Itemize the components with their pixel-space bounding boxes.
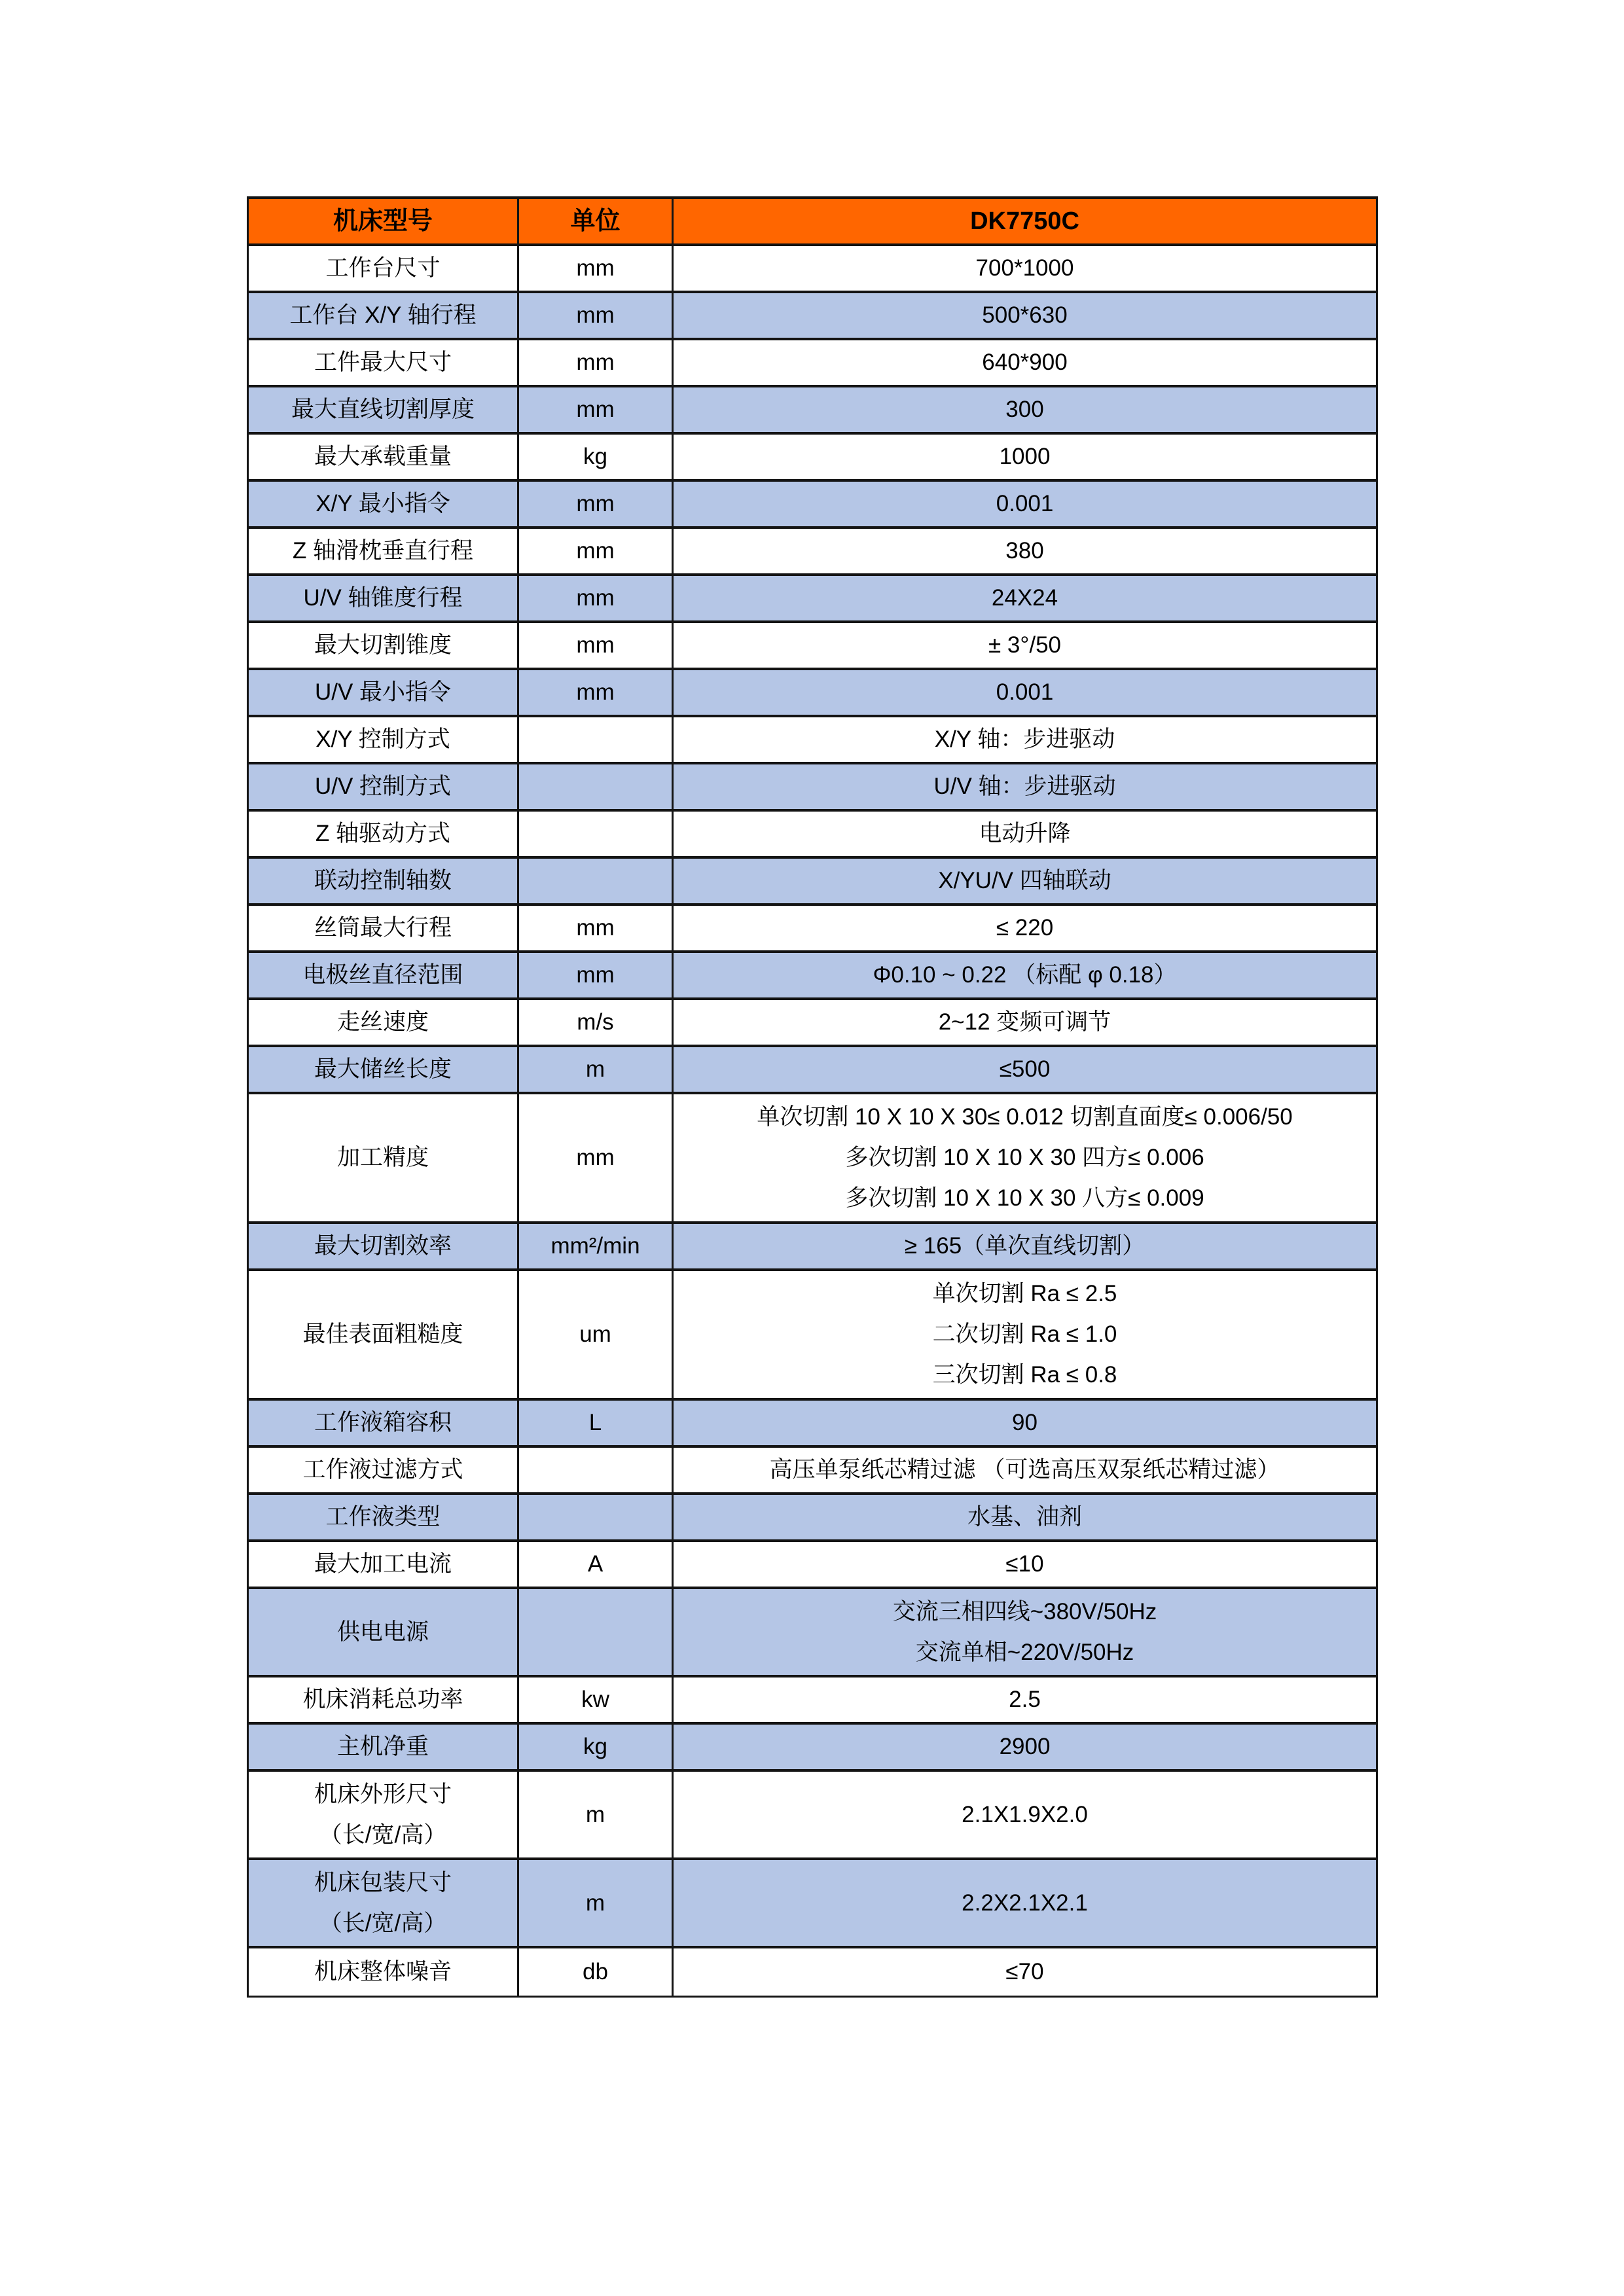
table-row (249, 576, 1376, 623)
spec-label: 工作液箱容积 (314, 1410, 452, 1435)
spec-value: 电动升降 (979, 821, 1071, 846)
unit-cell (519, 529, 674, 573)
unit-cell (519, 1401, 674, 1445)
value-cell (674, 1948, 1376, 1996)
value-cell (674, 1094, 1376, 1221)
spec-label-cell (249, 1401, 519, 1445)
spec-table (247, 196, 1378, 1998)
spec-label-cell (249, 1000, 519, 1045)
value-cell (674, 1542, 1376, 1587)
spec-label-cell (249, 670, 519, 715)
spec-value: 0.001 (996, 679, 1054, 705)
spec-value-line2: 多次切割 10 X 10 X 30 四方≤ 0.006 (845, 1145, 1204, 1170)
unit-cell (519, 1677, 674, 1722)
spec-value-line2: 交流单相~220V/50Hz (915, 1639, 1134, 1665)
spec-value-line3: 三次切割 Ra ≤ 0.8 (932, 1362, 1117, 1388)
unit-cell (519, 387, 674, 432)
spec-value-line2: 二次切割 Ra ≤ 1.0 (932, 1321, 1117, 1347)
unit-cell (519, 1772, 674, 1857)
spec-label-cell (249, 1224, 519, 1268)
unit-cell (519, 906, 674, 950)
spec-label-line2: （长/宽/高） (319, 1910, 447, 1936)
unit-cell (519, 670, 674, 715)
unit-cell (519, 435, 674, 479)
value-cell (674, 1860, 1376, 1946)
spec-label-cell (249, 1589, 519, 1675)
table-row (249, 1772, 1376, 1860)
spec-label: 机床整体噪音 (314, 1959, 452, 1984)
table-row (249, 1495, 1376, 1542)
spec-value: 500*630 (982, 302, 1068, 328)
table-row (249, 1224, 1376, 1271)
spec-label: 最大直线切割厚度 (291, 397, 475, 422)
spec-value: 380 (1005, 538, 1044, 564)
value-cell (674, 435, 1376, 479)
unit-value: mm (576, 350, 615, 375)
table-row (249, 246, 1376, 293)
header-model-value: DK7750C (970, 207, 1079, 235)
spec-label: U/V 控制方式 (314, 774, 452, 799)
unit-value: mm (576, 255, 615, 281)
unit-value: m (585, 1890, 605, 1916)
table-row (249, 953, 1376, 1000)
spec-label-cell (249, 812, 519, 856)
unit-cell (519, 859, 674, 903)
unit-cell (519, 953, 674, 997)
unit-cell (519, 246, 674, 291)
spec-label: 工作台尺寸 (325, 255, 441, 281)
spec-value-line1: 单次切割 10 X 10 X 30≤ 0.012 切割直面度≤ 0.006/50 (757, 1104, 1293, 1130)
unit-cell (519, 1448, 674, 1492)
spec-label-cell (249, 764, 519, 809)
spec-label-cell (249, 246, 519, 291)
spec-label-cell (249, 717, 519, 762)
unit-value: m (585, 1056, 605, 1082)
spec-label-cell (249, 1047, 519, 1092)
unit-value: db (583, 1959, 608, 1984)
value-cell (674, 1047, 1376, 1092)
table-row (249, 340, 1376, 387)
unit-cell (519, 293, 674, 338)
spec-label-cell (249, 576, 519, 620)
spec-label-cell (249, 340, 519, 385)
spec-label: 主机净重 (336, 1734, 429, 1759)
unit-value: mm (576, 302, 615, 328)
spec-value: ≤ 220 (996, 915, 1054, 941)
spec-label: Z 轴驱动方式 (315, 821, 451, 846)
spec-label-cell (249, 1677, 519, 1722)
spec-value: 2.1X1.9X2.0 (962, 1801, 1088, 1827)
spec-value: ≥ 165（单次直线切割） (904, 1233, 1146, 1259)
table-row (249, 1401, 1376, 1448)
table-row (249, 1094, 1376, 1224)
value-cell (674, 529, 1376, 573)
value-cell (674, 1000, 1376, 1045)
value-cell (674, 1677, 1376, 1722)
spec-value: 90 (1012, 1410, 1038, 1435)
table-row (249, 293, 1376, 340)
value-cell (674, 1772, 1376, 1857)
unit-cell (519, 1589, 674, 1675)
spec-value: X/YU/V 四轴联动 (938, 868, 1111, 893)
spec-label: X/Y 最小指令 (316, 491, 450, 516)
spec-label-cell (249, 623, 519, 668)
table-row (249, 482, 1376, 529)
unit-value: mm²/min (550, 1233, 640, 1259)
header-model-value-cell (674, 199, 1376, 243)
spec-label: Z 轴滑枕垂直行程 (292, 538, 474, 564)
spec-label-cell (249, 1542, 519, 1587)
spec-value: 24X24 (991, 585, 1058, 611)
spec-label-line1: 机床外形尺寸 (314, 1781, 452, 1807)
spec-label: 联动控制轴数 (314, 868, 452, 893)
value-cell (674, 246, 1376, 291)
spec-value: X/Y 轴：步进驱动 (934, 726, 1115, 752)
spec-label-cell (249, 435, 519, 479)
unit-value: mm (576, 538, 615, 564)
spec-label: 机床消耗总功率 (302, 1687, 463, 1712)
unit-value: mm (576, 632, 615, 658)
value-cell (674, 1401, 1376, 1445)
unit-cell (519, 1224, 674, 1268)
unit-value: mm (576, 915, 615, 941)
header-model-label-cell (249, 199, 519, 243)
unit-cell (519, 1047, 674, 1092)
spec-label-cell (249, 1271, 519, 1398)
table-row (249, 1000, 1376, 1047)
spec-value: 2.5 (1009, 1687, 1041, 1712)
spec-label: X/Y 控制方式 (316, 726, 450, 752)
spec-label-cell (249, 1448, 519, 1492)
spec-value: 300 (1005, 397, 1044, 422)
value-cell (674, 906, 1376, 950)
table-body (249, 246, 1376, 1996)
spec-label-cell (249, 1948, 519, 1996)
unit-cell (519, 1000, 674, 1045)
spec-label-cell (249, 859, 519, 903)
spec-label: 最大切割锥度 (314, 632, 452, 658)
unit-value: m/s (577, 1009, 614, 1035)
value-cell (674, 340, 1376, 385)
unit-value: mm (576, 1145, 615, 1170)
value-cell (674, 859, 1376, 903)
unit-value: kw (581, 1687, 609, 1712)
spec-value: ≤70 (1005, 1959, 1044, 1984)
value-cell (674, 812, 1376, 856)
unit-cell (519, 1860, 674, 1946)
spec-label-cell (249, 906, 519, 950)
header-row (249, 199, 1376, 246)
spec-label: 最大加工电流 (314, 1551, 452, 1577)
spec-label: 走丝速度 (336, 1009, 429, 1035)
spec-label: 丝筒最大行程 (314, 915, 452, 941)
spec-value: 2900 (999, 1734, 1051, 1759)
header-unit-label: 单位 (570, 207, 621, 235)
unit-value: mm (576, 585, 615, 611)
value-cell (674, 387, 1376, 432)
table-row (249, 387, 1376, 435)
spec-label: 最大承载重量 (314, 444, 452, 469)
spec-value-line1: 单次切割 Ra ≤ 2.5 (932, 1281, 1117, 1306)
spec-value: Φ0.10 ~ 0.22 （标配 φ 0.18） (873, 962, 1177, 988)
table-row (249, 906, 1376, 953)
unit-cell (519, 623, 674, 668)
table-row (249, 1047, 1376, 1094)
unit-cell (519, 1948, 674, 1996)
spec-value: 2.2X2.1X2.1 (962, 1890, 1088, 1916)
unit-value: L (588, 1410, 602, 1435)
unit-value: A (587, 1551, 604, 1577)
spec-label: 工作台 X/Y 轴行程 (289, 302, 477, 328)
value-cell (674, 1271, 1376, 1398)
spec-label: 最佳表面粗糙度 (302, 1321, 463, 1347)
table-row (249, 1271, 1376, 1401)
table-row (249, 435, 1376, 482)
table-row (249, 670, 1376, 717)
unit-cell (519, 1495, 674, 1539)
table-row (249, 1948, 1376, 1996)
value-cell (674, 953, 1376, 997)
spec-label-cell (249, 293, 519, 338)
spec-value: ± 3°/50 (988, 632, 1062, 658)
spec-label: 工作液过滤方式 (302, 1457, 463, 1482)
spec-value: 1000 (999, 444, 1051, 469)
spec-value: 0.001 (996, 491, 1054, 516)
spec-value: 640*900 (982, 350, 1068, 375)
table-row (249, 717, 1376, 764)
spec-value: U/V 轴：步进驱动 (933, 774, 1116, 799)
table-row (249, 812, 1376, 859)
unit-value: mm (576, 491, 615, 516)
spec-value-line3: 多次切割 10 X 10 X 30 八方≤ 0.009 (845, 1185, 1204, 1211)
unit-cell (519, 340, 674, 385)
spec-value: 高压单泵纸芯精过滤 （可选高压双泵纸芯精过滤） (769, 1457, 1280, 1482)
spec-label-line1: 机床包装尺寸 (314, 1869, 452, 1895)
spec-label: U/V 最小指令 (314, 679, 452, 705)
unit-value: kg (583, 444, 607, 469)
value-cell (674, 576, 1376, 620)
spec-label-cell (249, 1860, 519, 1946)
spec-label: 最大储丝长度 (314, 1056, 452, 1082)
unit-value: kg (583, 1734, 607, 1759)
spec-label: 供电电源 (336, 1619, 429, 1645)
unit-value: um (579, 1321, 611, 1347)
spec-label-cell (249, 1094, 519, 1221)
spec-value: 2~12 变频可调节 (938, 1009, 1111, 1035)
spec-label-cell (249, 1772, 519, 1857)
table-row (249, 1542, 1376, 1589)
table-row (249, 1860, 1376, 1948)
spec-value-line1: 交流三相四线~380V/50Hz (892, 1598, 1157, 1624)
unit-cell (519, 1542, 674, 1587)
spec-label-line2: （长/宽/高） (319, 1821, 447, 1848)
spec-label: U/V 轴锥度行程 (303, 585, 463, 611)
unit-value: m (585, 1801, 605, 1827)
unit-cell (519, 764, 674, 809)
unit-value: mm (576, 397, 615, 422)
unit-value: mm (576, 962, 615, 988)
unit-cell (519, 1271, 674, 1398)
value-cell (674, 1725, 1376, 1769)
unit-cell (519, 1725, 674, 1769)
table-header (249, 199, 1376, 246)
spec-label: 电极丝直径范围 (302, 962, 463, 988)
header-unit-label-cell (519, 199, 674, 243)
value-cell (674, 717, 1376, 762)
spec-label: 加工精度 (336, 1145, 429, 1170)
table-row (249, 1589, 1376, 1677)
spec-label-cell (249, 953, 519, 997)
table-row (249, 529, 1376, 576)
header-model-label: 机床型号 (333, 207, 433, 235)
value-cell (674, 764, 1376, 809)
spec-label-cell (249, 529, 519, 573)
spec-value: 水基、油剂 (967, 1504, 1082, 1530)
unit-value: mm (576, 679, 615, 705)
spec-value: ≤500 (999, 1056, 1051, 1082)
spec-label: 工作液类型 (325, 1504, 441, 1530)
spec-value: ≤10 (1005, 1551, 1044, 1577)
value-cell (674, 623, 1376, 668)
table-row (249, 764, 1376, 812)
spec-label-cell (249, 1495, 519, 1539)
table-row (249, 859, 1376, 906)
unit-cell (519, 717, 674, 762)
value-cell (674, 482, 1376, 526)
value-cell (674, 1448, 1376, 1492)
spec-label-cell (249, 482, 519, 526)
spec-label-cell (249, 387, 519, 432)
unit-cell (519, 576, 674, 620)
unit-cell (519, 482, 674, 526)
spec-label: 工件最大尺寸 (314, 350, 452, 375)
value-cell (674, 1589, 1376, 1675)
table-row (249, 1448, 1376, 1495)
spec-value: 700*1000 (975, 255, 1074, 281)
value-cell (674, 1224, 1376, 1268)
unit-cell (519, 1094, 674, 1221)
value-cell (674, 1495, 1376, 1539)
table-row (249, 1725, 1376, 1772)
spec-label: 最大切割效率 (314, 1233, 452, 1259)
value-cell (674, 670, 1376, 715)
unit-cell (519, 812, 674, 856)
table-row (249, 1677, 1376, 1725)
spec-label-cell (249, 1725, 519, 1769)
table-row (249, 623, 1376, 670)
value-cell (674, 293, 1376, 338)
